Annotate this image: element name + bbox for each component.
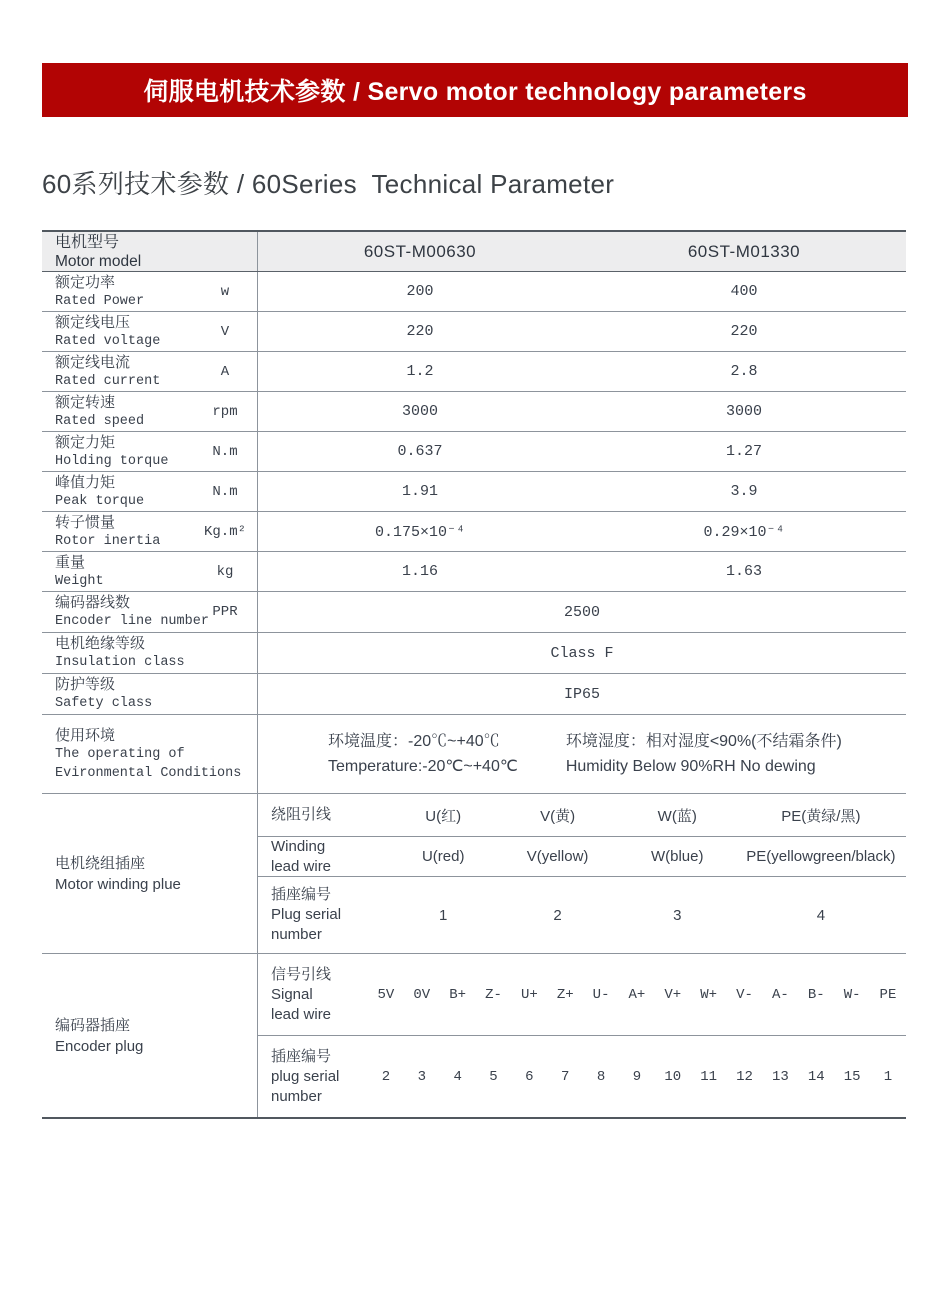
spec-row-label-cell bbox=[42, 512, 258, 551]
winding-label-cell bbox=[42, 794, 258, 953]
spec-row-label-en: Weight bbox=[55, 573, 104, 589]
spec-value-model2: 3.9 bbox=[730, 483, 758, 500]
spec-row-label-zh: 额定转速 bbox=[55, 393, 116, 411]
spec-row-unit: Kg.m² bbox=[203, 523, 246, 540]
encoder-signal-value: A+ bbox=[628, 986, 646, 1003]
encoder-label-en: Encoder plug bbox=[55, 1037, 144, 1055]
encoder-serial-value: 8 bbox=[596, 1068, 606, 1085]
spec-value-model1: 3000 bbox=[401, 403, 438, 420]
temperature-zh: 环境温度：-20℃~+40℃ bbox=[328, 733, 500, 750]
spec-row-label-en: Rated voltage bbox=[55, 333, 161, 349]
encoder-label-zh: 编码器插座 bbox=[55, 1016, 131, 1034]
table-header-row bbox=[42, 232, 906, 272]
encoder-section bbox=[42, 954, 906, 1117]
spec-row-label-cell bbox=[42, 552, 258, 591]
spec-row-unit: kg bbox=[216, 563, 234, 580]
humidity-en: Humidity Below 90%RH No dewing bbox=[565, 758, 816, 775]
spec-row-label-en: Rated Power bbox=[55, 293, 145, 309]
spec-row-label-cell bbox=[42, 432, 258, 471]
winding-wire-en-value: U(red) bbox=[421, 848, 465, 865]
winding-label-zh: 电机绕组插座 bbox=[55, 854, 146, 872]
winding-serial-value: 4 bbox=[816, 906, 826, 924]
encoder-serial-value: 10 bbox=[664, 1068, 682, 1085]
winding-wire-en-values bbox=[390, 848, 906, 865]
spec-value-model2: 0.29×10⁻⁴ bbox=[703, 524, 785, 541]
spec-row bbox=[42, 512, 906, 552]
encoder-serial-value: 3 bbox=[417, 1068, 426, 1085]
span-row-label-en: Safety class bbox=[55, 696, 153, 711]
spec-row-label-cell bbox=[42, 312, 258, 351]
environment-humidity bbox=[566, 729, 842, 779]
winding-section bbox=[42, 794, 906, 954]
encoder-serial-value: 15 bbox=[843, 1068, 861, 1085]
span-row-unit: PPR bbox=[212, 604, 238, 620]
span-row bbox=[42, 674, 906, 715]
spec-row bbox=[42, 552, 906, 592]
spec-value-model2: 1.63 bbox=[725, 563, 762, 580]
encoder-serial-value: 2 bbox=[381, 1068, 391, 1085]
environment-label-zh: 使用环境 bbox=[55, 726, 116, 744]
section-heading: 60系列技术参数 / 60Series Technical Parameter bbox=[42, 169, 615, 199]
spec-row bbox=[42, 392, 906, 432]
encoder-signal-row bbox=[258, 954, 906, 1036]
winding-wire-zh-value: W(蓝) bbox=[657, 807, 697, 825]
span-row-value: 2500 bbox=[563, 603, 600, 621]
spec-value-model2: 3000 bbox=[725, 403, 762, 420]
winding-wire-zh-row bbox=[258, 794, 906, 837]
encoder-serial-value: 14 bbox=[807, 1068, 825, 1085]
spec-value-model2: 1.27 bbox=[725, 443, 762, 460]
spec-row-label-cell bbox=[42, 392, 258, 431]
banner-title: 伺服电机技术参数 / Servo motor technology parameters bbox=[143, 78, 807, 106]
encoder-serial-value: 7 bbox=[561, 1068, 570, 1085]
header-label-cell bbox=[42, 232, 258, 271]
winding-serial-value: 3 bbox=[673, 906, 682, 924]
encoder-serial-value: 4 bbox=[453, 1068, 462, 1085]
spec-value-model1: 0.637 bbox=[397, 443, 443, 460]
winding-wire-zh-values bbox=[390, 805, 906, 826]
encoder-signal-value: Z- bbox=[485, 986, 502, 1003]
span-row-label-zh: 编码器线数 bbox=[55, 594, 131, 611]
spec-row-unit: N.m bbox=[212, 483, 238, 500]
environment-label-en2: Evironmental Conditions bbox=[55, 765, 242, 781]
title-banner bbox=[42, 63, 908, 117]
spec-row-unit: A bbox=[220, 363, 230, 380]
span-row-label-zh: 电机绝缘等级 bbox=[55, 635, 146, 652]
spec-row-label-zh: 额定功率 bbox=[55, 273, 116, 291]
span-rows bbox=[42, 592, 906, 715]
spec-row bbox=[42, 472, 906, 512]
encoder-serial-value: 6 bbox=[525, 1068, 534, 1085]
humidity-zh: 环境湿度：相对湿度<90%(不结霜条件) bbox=[565, 733, 842, 750]
encoder-signal-value: W+ bbox=[700, 986, 718, 1003]
spec-row-unit: N.m bbox=[212, 443, 238, 460]
spec-row-label-cell bbox=[42, 272, 258, 311]
spec-row-label-en: Rated current bbox=[55, 373, 161, 389]
environment-label-en1: The operating of bbox=[55, 746, 185, 762]
spec-row-label-zh: 峰值力矩 bbox=[55, 473, 116, 491]
encoder-serial-value: 12 bbox=[736, 1068, 753, 1085]
encoder-serial-value: 5 bbox=[489, 1068, 498, 1085]
spec-row-label-zh: 额定线电流 bbox=[55, 353, 131, 371]
winding-wire-en-value: PE(yellowgreen/black) bbox=[746, 848, 896, 865]
spec-row-label-zh: 额定力矩 bbox=[55, 433, 116, 451]
spec-value-model1: 1.2 bbox=[406, 363, 434, 380]
spec-row-label-cell bbox=[42, 352, 258, 391]
environment-label-cell bbox=[42, 715, 258, 793]
encoder-signal-value: PE bbox=[879, 986, 897, 1003]
spec-row-unit: V bbox=[220, 323, 230, 340]
spec-rows bbox=[42, 272, 906, 592]
winding-wire-en-value: W(blue) bbox=[650, 848, 704, 865]
span-row-label-cell bbox=[42, 674, 258, 714]
environment-temperature bbox=[328, 729, 518, 779]
encoder-signal-value: W- bbox=[843, 986, 861, 1003]
spec-row-label-zh: 转子惯量 bbox=[55, 513, 116, 531]
span-row bbox=[42, 633, 906, 674]
winding-wire-en-label: Winding lead wire bbox=[271, 837, 332, 875]
winding-wire-zh-label: 绕阻引线 bbox=[271, 806, 332, 823]
encoder-label-cell bbox=[42, 954, 258, 1117]
model-name-1: 60ST-M00630 bbox=[363, 241, 477, 261]
spec-row bbox=[42, 312, 906, 352]
encoder-signal-value: B+ bbox=[449, 986, 467, 1003]
winding-serial-value: 2 bbox=[553, 906, 562, 924]
span-row-label-en: Encoder line number bbox=[55, 614, 209, 629]
encoder-signal-value: U- bbox=[592, 986, 610, 1003]
winding-wire-zh-value: PE(黄绿/黑) bbox=[781, 807, 861, 825]
span-row bbox=[42, 592, 906, 633]
header-label-zh: 电机型号 bbox=[55, 233, 120, 251]
spec-row-label-en: Rated speed bbox=[55, 413, 145, 429]
spec-row-label-zh: 额定线电压 bbox=[55, 313, 131, 331]
spec-value-model2: 400 bbox=[730, 283, 758, 300]
environment-row bbox=[42, 715, 906, 794]
spec-value-model1: 1.91 bbox=[401, 483, 438, 500]
encoder-signal-value: B- bbox=[807, 986, 825, 1003]
spec-value-model2: 2.8 bbox=[730, 363, 758, 380]
span-row-label-en: Insulation class bbox=[55, 655, 185, 670]
encoder-signal-value: V+ bbox=[664, 986, 682, 1003]
encoder-serial-values bbox=[368, 1069, 906, 1085]
encoder-signal-value: U+ bbox=[520, 986, 538, 1003]
encoder-serial-value: 1 bbox=[883, 1068, 893, 1085]
winding-serial-values bbox=[390, 907, 906, 924]
spec-row-label-en: Peak torque bbox=[55, 493, 145, 509]
temperature-en: Temperature:-20℃~+40℃ bbox=[328, 758, 518, 775]
winding-label-en: Motor winding plue bbox=[55, 875, 181, 893]
spec-value-model1: 1.16 bbox=[401, 563, 438, 580]
winding-wire-en-value: V(yellow) bbox=[526, 848, 589, 865]
spec-row-label-en: Rotor inertia bbox=[55, 533, 161, 549]
model-name-2: 60ST-M01330 bbox=[687, 241, 801, 261]
spec-table bbox=[42, 230, 906, 1119]
winding-serial-value: 1 bbox=[439, 906, 448, 924]
winding-serial-row bbox=[258, 877, 906, 953]
spec-row bbox=[42, 352, 906, 392]
spec-value-model1: 0.175×10⁻⁴ bbox=[374, 524, 466, 541]
spec-row-unit: w bbox=[220, 283, 230, 300]
winding-serial-label: 插座编号 Plug serial number bbox=[271, 886, 342, 943]
span-row-label-cell bbox=[42, 633, 258, 673]
winding-wire-zh-value: V(黄) bbox=[540, 807, 576, 825]
span-row-label-zh: 防护等级 bbox=[55, 676, 116, 693]
encoder-serial-value: 9 bbox=[632, 1068, 642, 1085]
span-row-value: Class F bbox=[550, 644, 614, 662]
spec-row bbox=[42, 432, 906, 472]
span-row-value: IP65 bbox=[563, 685, 600, 703]
spec-value-model1: 220 bbox=[406, 323, 434, 340]
span-row-label-cell bbox=[42, 592, 258, 632]
encoder-serial-label: 插座编号 plug serial number bbox=[271, 1047, 340, 1105]
spec-value-model2: 220 bbox=[730, 323, 758, 340]
spec-row-label-en: Holding torque bbox=[55, 453, 169, 469]
encoder-signal-value: 5V bbox=[377, 986, 395, 1003]
encoder-signal-value: A- bbox=[771, 986, 789, 1003]
encoder-serial-row bbox=[258, 1036, 906, 1117]
encoder-signal-value: Z+ bbox=[556, 986, 574, 1003]
winding-wire-zh-value: U(红) bbox=[425, 807, 462, 825]
spec-row-label-zh: 重量 bbox=[55, 553, 86, 571]
spec-row bbox=[42, 272, 906, 312]
spec-value-model1: 200 bbox=[406, 283, 434, 300]
winding-wire-en-row bbox=[258, 837, 906, 877]
header-label-en: Motor model bbox=[55, 252, 142, 270]
encoder-signal-values bbox=[368, 987, 906, 1003]
encoder-signal-label: 信号引线 Signal lead wire bbox=[271, 965, 332, 1023]
encoder-serial-value: 11 bbox=[700, 1068, 718, 1085]
encoder-signal-value: V- bbox=[736, 986, 753, 1003]
spec-row-unit: rpm bbox=[212, 403, 238, 420]
encoder-serial-value: 13 bbox=[771, 1068, 789, 1085]
encoder-signal-value: 0V bbox=[413, 986, 431, 1003]
spec-row-label-cell bbox=[42, 472, 258, 511]
